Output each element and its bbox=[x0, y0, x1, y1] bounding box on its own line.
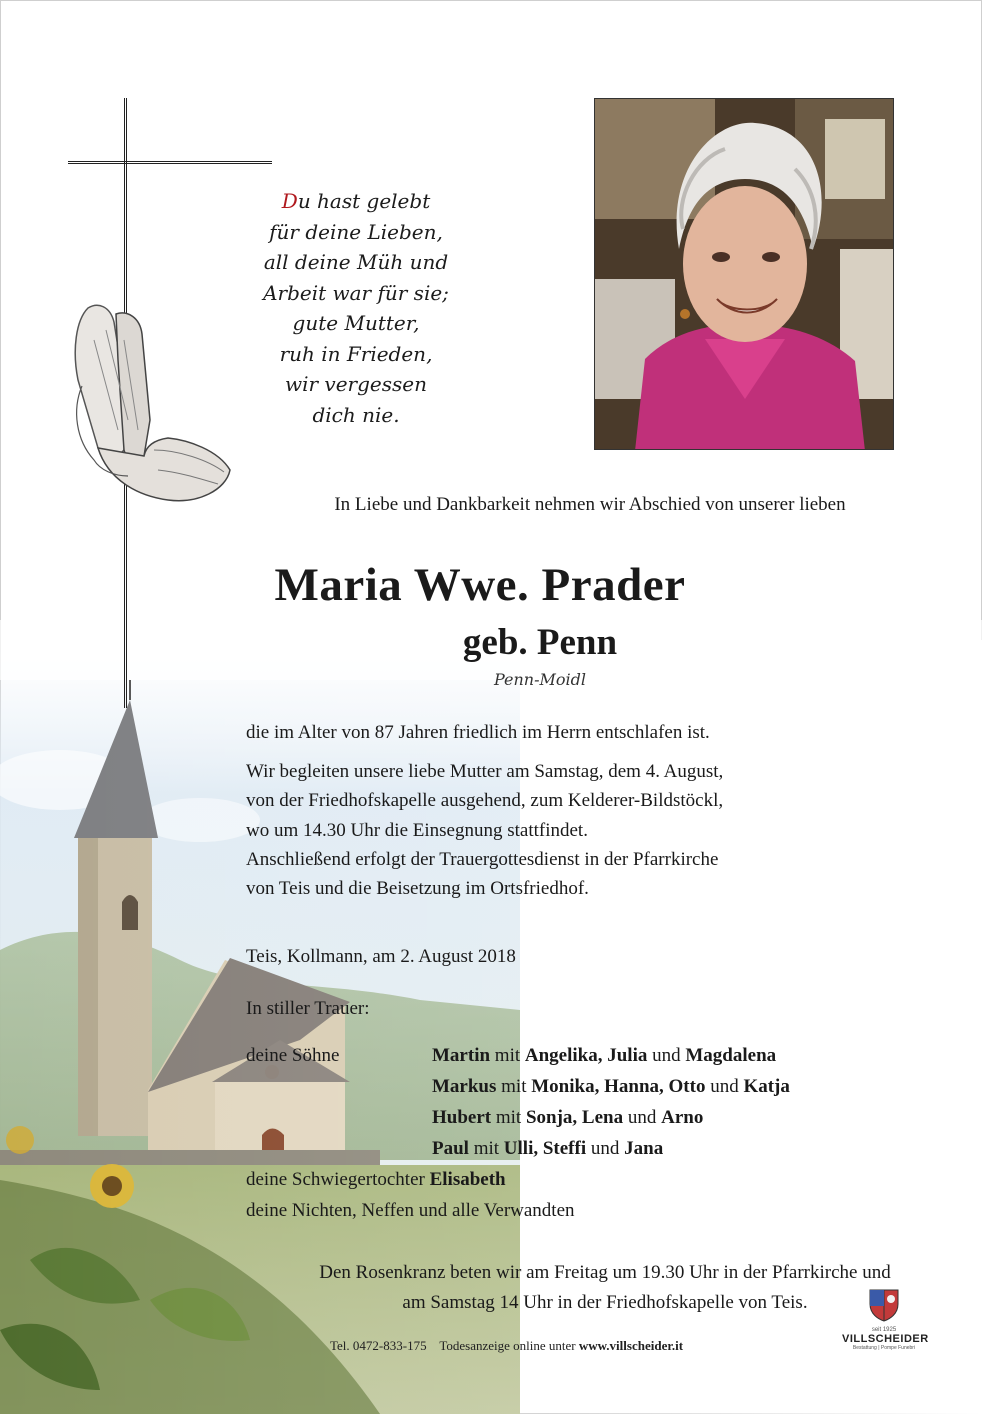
praying-hands-icon bbox=[58, 300, 234, 512]
footer-online-label: Todesanzeige online unter bbox=[439, 1338, 579, 1353]
coat-of-arms-icon bbox=[864, 1286, 904, 1322]
funeral-line-3: wo um 14.30 Uhr die Einsegnung stattfindet. bbox=[246, 819, 588, 841]
funeral-line-4: Anschließend erfolgt der Trauergottesdienst in der Pfarrkirche bbox=[246, 848, 719, 870]
announcement-body bbox=[246, 718, 926, 903]
funeral-line-1: Wir begleiten unsere liebe Mutter am Samstag, dem 4. August, bbox=[246, 761, 724, 783]
rosary-line-2: am Samstag 14 Uhr in der Friedhofskapelle von Teis. bbox=[402, 1292, 808, 1313]
daughter-in-law-label: deine Schwiegertochter bbox=[246, 1169, 430, 1190]
funeral-line-2: von der Friedhofskapelle ausgehend, zum Kelderer-Bildstöckl, bbox=[246, 790, 724, 812]
portrait-photo bbox=[594, 98, 894, 450]
intro-text: In Liebe und Dankbarkeit nehmen wir Abschied von unserer lieben bbox=[334, 494, 846, 515]
villscheider-logo bbox=[842, 1286, 929, 1366]
poem-line-2: für deine Lieben, bbox=[269, 219, 443, 244]
funeral-line-5: von Teis und die Beisetzung im Ortsfriedhof. bbox=[246, 878, 589, 900]
poem-initial: D bbox=[281, 189, 298, 213]
poem-line-3: all deine Müh und bbox=[263, 250, 449, 274]
rosary-line-1: Den Rosenkranz beten wir am Freitag um 19.30 Uhr in der Pfarrkirche und bbox=[319, 1262, 891, 1283]
age-line: die im Alter von 87 Jahren friedlich im Herrn entschlafen ist. bbox=[246, 722, 710, 743]
nickname: Penn-Moidl bbox=[493, 670, 587, 689]
cross-horizontal-bar bbox=[68, 161, 272, 164]
list-item bbox=[246, 1195, 946, 1226]
poem-line-1: Du hast gelebt bbox=[281, 189, 431, 213]
poem-line-5: gute Mutter, bbox=[292, 311, 420, 335]
list-item: Hubert mit Sonja, Lena und Arno bbox=[432, 1107, 704, 1128]
list-item: deine Söhne Martin mit Angelika, Julia und Magdalena bbox=[246, 1040, 946, 1071]
footer bbox=[330, 1338, 683, 1354]
mourning-heading: In stiller Trauer: bbox=[246, 998, 370, 1019]
footer-phone: Tel. 0472-833-175 bbox=[330, 1338, 427, 1353]
poem-line-8: dich nie. bbox=[312, 402, 400, 427]
poem-line-4: Arbeit war für sie; bbox=[263, 280, 449, 305]
logo-brand: VILLSCHEIDER bbox=[842, 1333, 929, 1345]
list-item: Markus mit Monika, Hanna, Otto und Katja bbox=[432, 1076, 790, 1097]
poem bbox=[250, 186, 462, 430]
daughter-in-law-name: Elisabeth bbox=[429, 1169, 506, 1190]
place-date: Teis, Kollmann, am 2. August 2018 bbox=[246, 946, 516, 967]
poem-line-7: wir vergessen bbox=[284, 372, 427, 396]
list-item bbox=[246, 1164, 946, 1195]
logo-subtitle: Bestattung | Pompe Funebri bbox=[852, 1345, 916, 1351]
logo-since: seit 1925 bbox=[871, 1327, 897, 1333]
deceased-name: Maria Wwe. Prader bbox=[274, 559, 686, 611]
sons-label: deine Söhne bbox=[246, 1045, 340, 1066]
list-item: Paul mit Ulli, Steffi und Jana bbox=[432, 1138, 664, 1159]
website-link[interactable]: www.villscheider.it bbox=[578, 1338, 684, 1353]
relatives-line: deine Nichten, Neffen und alle Verwandten bbox=[246, 1200, 575, 1221]
maiden-name: geb. Penn bbox=[462, 622, 618, 663]
family-list bbox=[246, 1040, 946, 1226]
poem-line-6: ruh in Frieden, bbox=[279, 341, 433, 366]
